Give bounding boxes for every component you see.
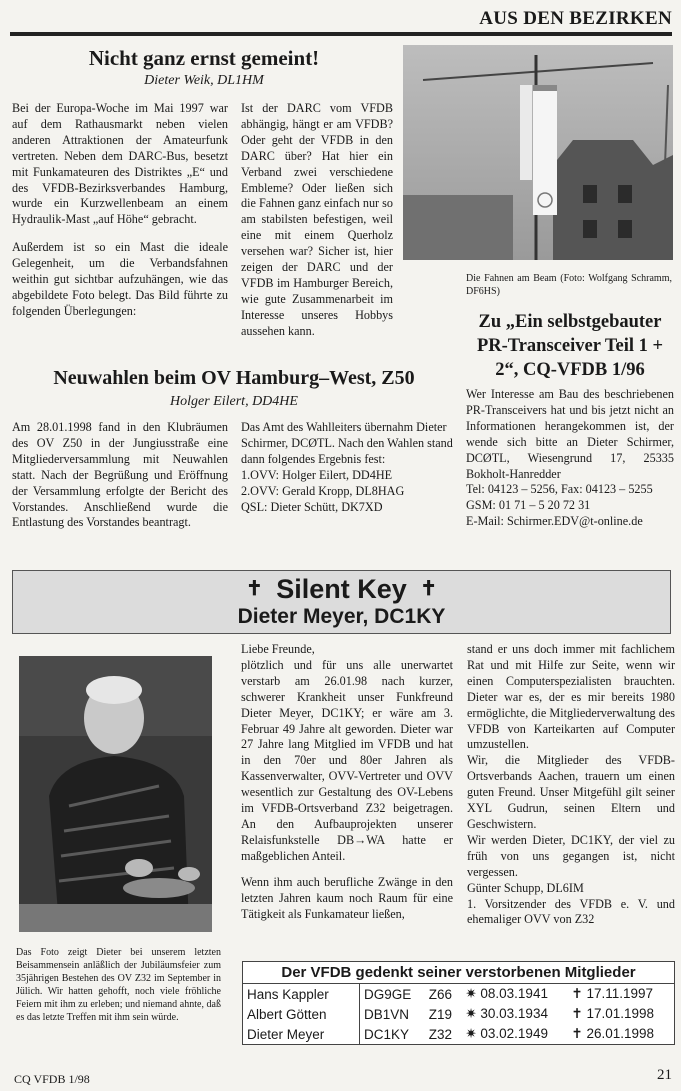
memorial-died: ✝ 17.11.1997 (571, 986, 654, 1001)
table-row (243, 984, 674, 1004)
article1-byline: Dieter Weik, DL1HM (144, 73, 264, 88)
section-title: AUS DEN BEZIRKEN (479, 8, 672, 29)
portrait-photo-image (19, 656, 212, 932)
memorial-died: ✝ 26.01.1998 (571, 1026, 655, 1041)
article3-column-1 (12, 420, 228, 531)
silent-key-header (12, 570, 671, 634)
article1-column-2 (241, 101, 393, 340)
article2-gsm: GSM: 01 71 – 5 20 72 31 (466, 498, 591, 513)
silent-key-column-2 (467, 642, 675, 928)
silent-key-paragraph: stand er uns doch immer mit fachlichem Rat und mit Hilfe zur Seite, wenn wir einen Computerspezialisten brauchten. Dieter war es, der es mir bereits 1980 ermöglichte, die Mitgliederverwaltung des VFDB von Karteikarten auf Computer umzustellen. (467, 642, 675, 752)
article3-column-2 (241, 420, 454, 515)
article3-paragraph: Das Amt des Wahlleiters übernahm Dieter Schirmer, DCØTL. Nach den Wahlen stand dann folgendes Ergebnis fest: (241, 420, 453, 466)
memorial-born: ✷ 03.02.1949 (465, 1026, 548, 1041)
flags-photo-image (403, 45, 673, 260)
memorial-died: ✝ 17.01.1998 (571, 1006, 655, 1021)
article3-paragraph: Am 28.01.1998 fand in den Klubräumen des OV Z50 in der Jungiusstraße eine Mitgliederversammlung mit Neuwahlen statt. Nach der Begrüßung und Eröffnung der Versammlung erfolgte der Bericht des Vorstandes. Anschließend wurde die Entlastung des Vorstandes beantragt. (12, 420, 228, 530)
memorial-call: DC1KY (364, 1026, 410, 1042)
footer-issue: CQ VFDB 1/98 (14, 1072, 90, 1086)
article1-paragraph: Ist der DARC vom VFDB abhängig, hängt er am VFDB? Oder geht der VFDB in den DARC über? Hat hier ein Verband zwei verschiedene Embleme? Oder ließen sich die Fahnen ganz einfach nur so am stabilsten befestigen, weil eine mit einem Querholz versehen war? Sicher ist, hier zeigen der DARC und der VFDB im Hamburger Bereich, wie gute Zusammenarbeit im Interesse unseres Hobbys aussehen kann. (241, 101, 393, 338)
article2-tel: Tel: 04123 – 5256, Fax: 04123 – 5255 (466, 482, 653, 497)
article1-paragraph: Bei der Europa-Woche im Mai 1997 war auf dem Rathausmarkt neben vielen anderen Attraktionen der Amateurfunk vertreten. Neben dem DARC-Bus, besetzt mit Funkamateuren des Distriktes „E“ und des VFDB-Bezirksverbandes Hamburg, wurde ein Kurzwellenbeam an einem Hydraulik-Mast „auf Höhe“ gebracht. (12, 101, 228, 227)
article1-title: Nicht ganz ernst gemeint! (88, 46, 320, 70)
table-row (243, 1024, 674, 1044)
article1-paragraph: Außerdem ist so ein Mast die ideale Gelegenheit, um die Verbandsfahnen weithin gut sichtbar aufzuhängen, wie das abgebildete Foto belegt. Das Bild führte zu folgenden Überlegungen: (12, 240, 228, 318)
memorial-born: ✷ 30.03.1934 (465, 1006, 548, 1021)
cross-icon: ✝ (245, 578, 263, 600)
silent-key-column-1 (241, 642, 453, 922)
memorial-ov: Z19 (428, 1006, 453, 1022)
memorial-name: Dieter Meyer (243, 1024, 360, 1044)
memorial-title: Der VFDB gedenkt seiner verstorbenen Mitglieder (243, 962, 674, 984)
flags-photo (403, 45, 673, 260)
memorial-born: ✷ 08.03.1941 (465, 986, 548, 1001)
article2-body (466, 387, 674, 530)
result-3: QSL: Dieter Schütt, DK7XD (241, 499, 383, 514)
signature-name: Günter Schupp, DL6IM (467, 880, 584, 895)
article3-title: Neuwahlen beim OV Hamburg–West, Z50 (53, 367, 415, 389)
article2-paragraph: Wer Interesse am Bau des beschriebenen PR-Transceivers hat und bis jetzt nicht an Informationen herangekommen ist, der wende sich bitte an Dieter Schirmer, DCØTL, Wiesengrund 17, 25335 Bokholt-Hanredder (466, 387, 674, 481)
memorial-ov: Z32 (428, 1026, 453, 1042)
article2-email: E-Mail: Schirmer.EDV@t-online.de (466, 514, 643, 529)
silent-key-paragraph: plötzlich und für uns alle unerwartet verstarb am 26.01.98 nach kurzer, schwerer Krankheit unser Funkfreund Dieter Meyer, DC1KY; er wäre am 3. Februar 49 Jahre alt geworden. Dieter war 27 Jahre lang Mitglied im VFDB und hat in den 70er und 80er Jahren als Kassenverwalter, OVV-Vertreter und OVV wesentlich zur Gestaltung des OV-Lebens im VFDB-Ortsverband Z32 beigetragen. An den Aufbauprojekten unserer Relaisfunkstelle DB→WA hatte er maßgeblichen Anteil. (241, 657, 453, 863)
page-number: 21 (657, 1067, 672, 1083)
silent-key-title: Silent Key (276, 574, 407, 604)
cross-icon: ✝ (420, 578, 438, 600)
memorial-name: Albert Götten (243, 1004, 360, 1024)
silent-key-paragraph: Wir, die Mitglieder des VFDB-Ortsverbands Aachen, trauern um einen guten Freund. Unser Mitgefühl gilt seiner XYL Gudrun, seinen Eltern und Geschwistern. (467, 753, 675, 831)
table-row (243, 1004, 674, 1024)
article3-byline: Holger Eilert, DD4HE (170, 394, 298, 409)
result-2: 2.OVV: Gerald Kropp, DL8HAG (241, 483, 405, 498)
silent-key-paragraph: Wenn ihm auch berufliche Zwänge in den letzten Jahren kaum noch Raum für eine Tätigkeit als Funkamateur ließen, (241, 874, 453, 921)
memorial-name: Hans Kappler (243, 984, 360, 1004)
portrait-photo (19, 656, 212, 932)
signature-role: 1. Vorsitzender des VFDB e. V. und ehemaliger OVV von Z32 (467, 896, 675, 927)
portrait-photo-caption: Das Foto zeigt Dieter bei unserem letzten Beisammensein anläßlich der Jubiläumsfeier zum 35jährigen Bestehen des OV Z32 im September in Jülich. Wir hatten gehofft, noch viele fröhliche Feiern mit ihm zu erleben; und niemand ahnte, daß es das letzte Treffen mit ihm sein würde. (16, 947, 221, 1023)
silent-key-greeting: Liebe Freunde, (241, 642, 315, 656)
result-1: 1.OVV: Holger Eilert, DD4HE (241, 467, 393, 482)
flags-photo-caption: Die Fahnen am Beam (Foto: Wolfgang Schramm, DF6HS) (466, 273, 672, 297)
header-rule (10, 32, 672, 36)
memorial-table (242, 961, 675, 1045)
memorial-ov: Z66 (428, 986, 453, 1002)
silent-key-subtitle: Dieter Meyer, DC1KY (237, 605, 446, 628)
silent-key-paragraph: Wir werden Dieter, DC1KY, der viel zu früh von uns gegangen ist, nicht vergessen. (467, 832, 675, 879)
article2-title: Zu „Ein selbstgebauter PR-Transceiver Teil 1 + 2“, CQ-VFDB 1/96 (476, 312, 664, 380)
memorial-call: DG9GE (364, 986, 412, 1002)
memorial-call: DB1VN (364, 1006, 410, 1022)
article1-column-1 (12, 101, 228, 320)
